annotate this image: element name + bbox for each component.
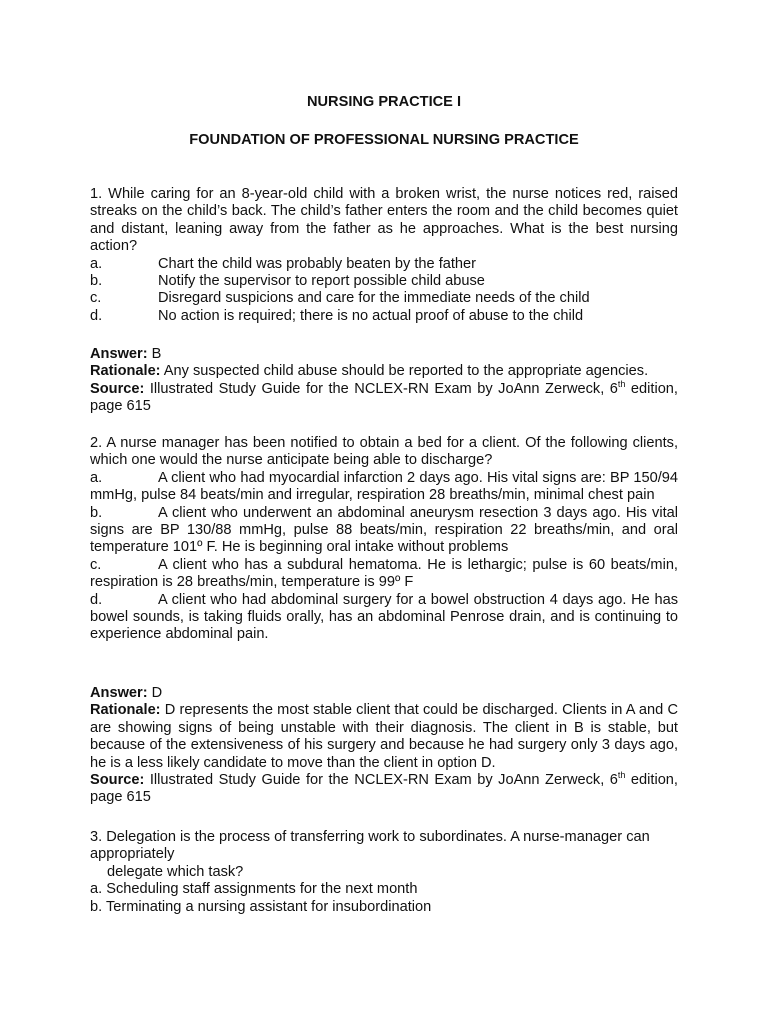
option-b (90, 273, 678, 290)
option-b (90, 505, 678, 557)
option-text: A client who has a subdural hematoma. He is lethargic; pulse is 60 beats/min, respiration is 28 breaths/min, temperature is 99º F (90, 556, 678, 591)
option-text: Disregard suspicions and care for the immediate needs of the child (158, 290, 590, 307)
source-line (90, 378, 678, 416)
answer-line (90, 346, 678, 363)
answer-value: D (147, 685, 163, 701)
source-superscript: th (617, 770, 626, 781)
option-text: Chart the child was probably beaten by the father (158, 255, 477, 272)
option-text: A client who underwent an abdominal aneurysm resection 3 days ago. His vital signs are BP 130/88 mmHg, pulse 88 beats/min, respiration 22 breaths/min, and oral temperature 101º F. He is beginning oral intake without problems (90, 504, 678, 556)
option-letter: d. (90, 307, 103, 324)
option-letter: a. (90, 469, 103, 486)
answer-line (90, 685, 678, 702)
question-stem-continued: delegate which task? (107, 863, 244, 880)
option-letter: d. (90, 591, 103, 608)
answer-block-1 (90, 346, 678, 416)
rationale-text: D represents the most stable client that could be discharged. Clients in A and C are showing signs of being unstable with their diagnosis. The client in B is stable, but because of the extensiveness of his surgery and because he had surgery only 3 days ago, he is a less likely candidate to move than the client in option D. (90, 702, 678, 771)
option-text: A client who had myocardial infarction 2 days ago. His vital signs are: BP 150/94 mmHg, pulse 84 beats/min and irregular, respiration 28 breaths/min, minimal chest pain (90, 469, 678, 504)
source-superscript: th (617, 378, 626, 389)
source-text-end: edition, page 615 (90, 380, 678, 415)
option-b: b. Terminating a nursing assistant for insubordination (90, 898, 432, 915)
source-text: Illustrated Study Guide for the NCLEX-RN Exam by JoAnn Zerweck, 6 (144, 772, 618, 789)
question-1 (90, 186, 678, 325)
rationale-line (90, 702, 678, 772)
document-title: NURSING PRACTICE I (306, 94, 462, 110)
source-label: Source: (90, 380, 145, 397)
option-a (90, 470, 678, 505)
source-text: Illustrated Study Guide for the NCLEX-RN Exam by JoAnn Zerweck, 6 (144, 380, 618, 397)
option-c (90, 557, 678, 592)
option-c (90, 290, 678, 307)
question-stem: 2. A nurse manager has been notified to obtain a bed for a client. Of the following clients, which one would the nurse anticipate being able to discharge? (90, 435, 678, 469)
question-stem: 3. Delegation is the process of transferring work to subordinates. A nurse-manager can appropriately (90, 829, 650, 863)
rationale-label: Rationale: (90, 702, 161, 719)
rationale-text: Any suspected child abuse should be reported to the appropriate agencies. (160, 363, 649, 380)
rationale-line (90, 363, 678, 380)
question-3 (90, 829, 678, 916)
option-text: A client who had abdominal surgery for a bowel obstruction 4 days ago. He has bowel sounds, is taking fluids orally, has an abdominal Penrose drain, and is continuing to experience abdominal pain. (90, 591, 678, 643)
option-d (90, 308, 678, 325)
option-letter: b. (90, 273, 103, 290)
option-d (90, 592, 678, 644)
rationale-label: Rationale: (90, 363, 161, 380)
question-2 (90, 435, 678, 644)
answer-block-2 (90, 685, 678, 807)
option-text: No action is required; there is no actual proof of abuse to the child (158, 307, 584, 324)
option-letter: a. (90, 255, 103, 272)
answer-label: Answer: (90, 346, 148, 362)
option-a (90, 256, 678, 273)
answer-label: Answer: (90, 685, 148, 701)
option-text: Notify the supervisor to report possible child abuse (158, 273, 485, 290)
option-letter: c. (90, 556, 102, 573)
option-a: a. Scheduling staff assignments for the next month (90, 881, 418, 898)
document-subtitle: FOUNDATION OF PROFESSIONAL NURSING PRACTICE (189, 132, 579, 148)
answer-value: B (147, 346, 162, 362)
question-stem: 1. While caring for an 8-year-old child with a broken wrist, the nurse notices red, raised streaks on the child’s back. The child’s father enters the room and the child becomes quiet and distant, leaning away from the father as he approaches. What is the best nursing action? (90, 186, 678, 255)
option-letter: c. (90, 290, 102, 307)
source-label: Source: (90, 772, 145, 789)
source-line (90, 772, 678, 807)
source-text-end: edition, page 615 (90, 772, 678, 806)
option-letter: b. (90, 504, 103, 521)
